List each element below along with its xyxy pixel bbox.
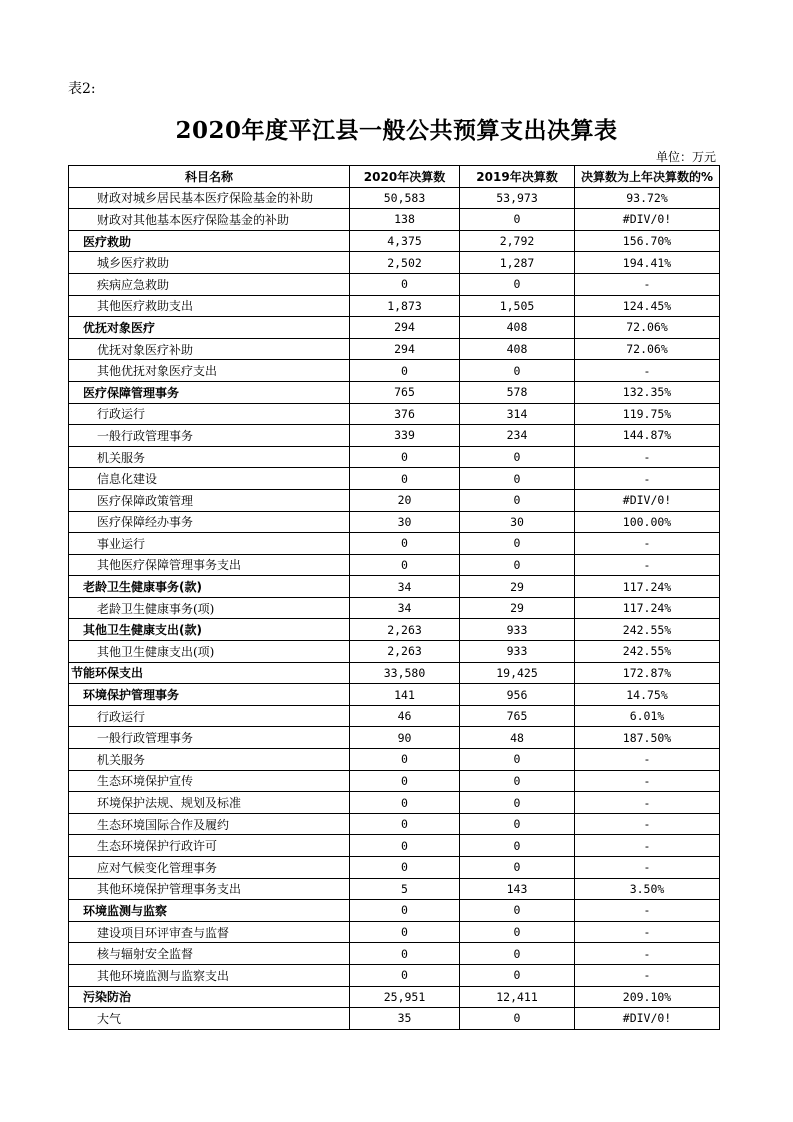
subject-name-cell: 一般行政管理事务 bbox=[69, 727, 350, 749]
page-title: 2020年度平江县一般公共预算支出决算表 bbox=[175, 117, 618, 144]
subject-name-cell: 其他医疗保障管理事务支出 bbox=[69, 554, 350, 576]
value-2020-cell: 0 bbox=[350, 857, 460, 879]
table-row bbox=[69, 273, 720, 295]
value-2020-cell: 0 bbox=[350, 921, 460, 943]
value-2019-cell: 314 bbox=[460, 403, 575, 425]
value-2019-cell: 933 bbox=[460, 619, 575, 641]
table-row bbox=[69, 533, 720, 555]
table-row bbox=[69, 641, 720, 663]
ratio-percent-cell: #DIV/0! bbox=[575, 489, 720, 511]
header-2020-final: 2020年决算数 bbox=[350, 166, 460, 188]
subject-name-cell: 疾病应急救助 bbox=[69, 273, 350, 295]
table-row bbox=[69, 295, 720, 317]
value-2019-cell: 408 bbox=[460, 317, 575, 339]
value-2019-cell: 0 bbox=[460, 964, 575, 986]
value-2020-cell: 5 bbox=[350, 878, 460, 900]
ratio-percent-cell: 117.24% bbox=[575, 576, 720, 598]
table-row bbox=[69, 468, 720, 490]
value-2019-cell: 0 bbox=[460, 489, 575, 511]
value-2020-cell: 30 bbox=[350, 511, 460, 533]
ratio-percent-cell: - bbox=[575, 533, 720, 555]
subject-name-cell: 医疗保障管理事务 bbox=[69, 381, 350, 403]
value-2020-cell: 0 bbox=[350, 554, 460, 576]
subject-name-cell: 环境监测与监察 bbox=[69, 900, 350, 922]
ratio-percent-cell: 3.50% bbox=[575, 878, 720, 900]
ratio-percent-cell: - bbox=[575, 446, 720, 468]
table-row bbox=[69, 252, 720, 274]
ratio-percent-cell: 242.55% bbox=[575, 641, 720, 663]
table-row bbox=[69, 381, 720, 403]
table-row bbox=[69, 576, 720, 598]
ratio-percent-cell: 6.01% bbox=[575, 705, 720, 727]
table-row bbox=[69, 900, 720, 922]
ratio-percent-cell: 242.55% bbox=[575, 619, 720, 641]
value-2019-cell: 0 bbox=[460, 273, 575, 295]
ratio-percent-cell: 93.72% bbox=[575, 187, 720, 209]
value-2019-cell: 0 bbox=[460, 770, 575, 792]
ratio-percent-cell: - bbox=[575, 554, 720, 576]
ratio-percent-cell: 72.06% bbox=[575, 338, 720, 360]
subject-name-cell: 医疗保障政策管理 bbox=[69, 489, 350, 511]
ratio-percent-cell: 119.75% bbox=[575, 403, 720, 425]
value-2020-cell: 141 bbox=[350, 684, 460, 706]
value-2020-cell: 0 bbox=[350, 900, 460, 922]
table-row bbox=[69, 1008, 720, 1030]
table-row bbox=[69, 403, 720, 425]
table-row bbox=[69, 921, 720, 943]
value-2020-cell: 25,951 bbox=[350, 986, 460, 1008]
value-2019-cell: 0 bbox=[460, 533, 575, 555]
value-2019-cell: 0 bbox=[460, 468, 575, 490]
value-2019-cell: 53,973 bbox=[460, 187, 575, 209]
value-2020-cell: 1,873 bbox=[350, 295, 460, 317]
subject-name-cell: 生态环境保护行政许可 bbox=[69, 835, 350, 857]
value-2020-cell: 2,263 bbox=[350, 641, 460, 663]
subject-name-cell: 建设项目环评审查与监督 bbox=[69, 921, 350, 943]
value-2020-cell: 0 bbox=[350, 813, 460, 835]
table-row bbox=[69, 489, 720, 511]
ratio-percent-cell: - bbox=[575, 468, 720, 490]
ratio-percent-cell: 172.87% bbox=[575, 662, 720, 684]
value-2019-cell: 29 bbox=[460, 597, 575, 619]
table-row bbox=[69, 187, 720, 209]
sheet-label: 表2: bbox=[68, 81, 96, 97]
value-2019-cell: 234 bbox=[460, 425, 575, 447]
table-row bbox=[69, 230, 720, 252]
ratio-percent-cell: - bbox=[575, 835, 720, 857]
value-2020-cell: 34 bbox=[350, 576, 460, 598]
header-2019-final: 2019年决算数 bbox=[460, 166, 575, 188]
table-row bbox=[69, 792, 720, 814]
value-2019-cell: 578 bbox=[460, 381, 575, 403]
subject-name-cell: 信息化建设 bbox=[69, 468, 350, 490]
table-row bbox=[69, 749, 720, 771]
ratio-percent-cell: - bbox=[575, 921, 720, 943]
subject-name-cell: 行政运行 bbox=[69, 403, 350, 425]
subject-name-cell: 老龄卫生健康事务(项) bbox=[69, 597, 350, 619]
ratio-percent-cell: 14.75% bbox=[575, 684, 720, 706]
subject-name-cell: 其他环境监测与监察支出 bbox=[69, 964, 350, 986]
subject-name-cell: 其他医疗救助支出 bbox=[69, 295, 350, 317]
ratio-percent-cell: 194.41% bbox=[575, 252, 720, 274]
value-2019-cell: 1,505 bbox=[460, 295, 575, 317]
table-row bbox=[69, 554, 720, 576]
subject-name-cell: 大气 bbox=[69, 1008, 350, 1030]
subject-name-cell: 生态环境保护宣传 bbox=[69, 770, 350, 792]
unit-label: 单位：万元 bbox=[655, 150, 716, 164]
ratio-percent-cell: - bbox=[575, 749, 720, 771]
subject-name-cell: 环境保护法规、规划及标准 bbox=[69, 792, 350, 814]
value-2020-cell: 0 bbox=[350, 964, 460, 986]
table-row bbox=[69, 813, 720, 835]
ratio-percent-cell: #DIV/0! bbox=[575, 209, 720, 231]
ratio-percent-cell: #DIV/0! bbox=[575, 1008, 720, 1030]
value-2019-cell: 0 bbox=[460, 857, 575, 879]
table-row bbox=[69, 338, 720, 360]
value-2020-cell: 35 bbox=[350, 1008, 460, 1030]
table-row bbox=[69, 317, 720, 339]
value-2019-cell: 48 bbox=[460, 727, 575, 749]
value-2020-cell: 0 bbox=[350, 468, 460, 490]
value-2019-cell: 2,792 bbox=[460, 230, 575, 252]
subject-name-cell: 一般行政管理事务 bbox=[69, 425, 350, 447]
value-2019-cell: 143 bbox=[460, 878, 575, 900]
table-header-row bbox=[69, 166, 720, 188]
value-2020-cell: 339 bbox=[350, 425, 460, 447]
table-row bbox=[69, 878, 720, 900]
header-subject-name: 科目名称 bbox=[69, 166, 350, 188]
table-row bbox=[69, 425, 720, 447]
ratio-percent-cell: 124.45% bbox=[575, 295, 720, 317]
value-2019-cell: 0 bbox=[460, 813, 575, 835]
table-row bbox=[69, 770, 720, 792]
budget-table bbox=[68, 165, 720, 1030]
ratio-percent-cell: - bbox=[575, 964, 720, 986]
value-2020-cell: 90 bbox=[350, 727, 460, 749]
table-row bbox=[69, 209, 720, 231]
subject-name-cell: 医疗救助 bbox=[69, 230, 350, 252]
ratio-percent-cell: - bbox=[575, 792, 720, 814]
subject-name-cell: 其他卫生健康支出(款) bbox=[69, 619, 350, 641]
value-2019-cell: 12,411 bbox=[460, 986, 575, 1008]
header-ratio-percent: 决算数为上年决算数的% bbox=[575, 166, 720, 188]
table-row bbox=[69, 986, 720, 1008]
ratio-percent-cell: 156.70% bbox=[575, 230, 720, 252]
value-2019-cell: 0 bbox=[460, 209, 575, 231]
table-row bbox=[69, 446, 720, 468]
subject-name-cell: 节能环保支出 bbox=[69, 662, 350, 684]
value-2020-cell: 50,583 bbox=[350, 187, 460, 209]
subject-name-cell: 医疗保障经办事务 bbox=[69, 511, 350, 533]
subject-name-cell: 机关服务 bbox=[69, 749, 350, 771]
value-2020-cell: 138 bbox=[350, 209, 460, 231]
ratio-percent-cell: - bbox=[575, 900, 720, 922]
value-2019-cell: 19,425 bbox=[460, 662, 575, 684]
value-2020-cell: 20 bbox=[350, 489, 460, 511]
value-2020-cell: 294 bbox=[350, 338, 460, 360]
value-2019-cell: 0 bbox=[460, 446, 575, 468]
subject-name-cell: 财政对其他基本医疗保险基金的补助 bbox=[69, 209, 350, 231]
subject-name-cell: 行政运行 bbox=[69, 705, 350, 727]
subject-name-cell: 城乡医疗救助 bbox=[69, 252, 350, 274]
value-2019-cell: 1,287 bbox=[460, 252, 575, 274]
ratio-percent-cell: 117.24% bbox=[575, 597, 720, 619]
value-2019-cell: 0 bbox=[460, 943, 575, 965]
ratio-percent-cell: 144.87% bbox=[575, 425, 720, 447]
value-2020-cell: 0 bbox=[350, 446, 460, 468]
value-2019-cell: 933 bbox=[460, 641, 575, 663]
ratio-percent-cell: - bbox=[575, 813, 720, 835]
subject-name-cell: 环境保护管理事务 bbox=[69, 684, 350, 706]
value-2019-cell: 29 bbox=[460, 576, 575, 598]
subject-name-cell: 优抚对象医疗 bbox=[69, 317, 350, 339]
value-2019-cell: 408 bbox=[460, 338, 575, 360]
subject-name-cell: 核与辐射安全监督 bbox=[69, 943, 350, 965]
value-2019-cell: 0 bbox=[460, 792, 575, 814]
subject-name-cell: 优抚对象医疗补助 bbox=[69, 338, 350, 360]
table-row bbox=[69, 705, 720, 727]
table-row bbox=[69, 619, 720, 641]
table-row bbox=[69, 360, 720, 382]
value-2019-cell: 30 bbox=[460, 511, 575, 533]
value-2020-cell: 0 bbox=[350, 943, 460, 965]
value-2020-cell: 2,502 bbox=[350, 252, 460, 274]
ratio-percent-cell: 187.50% bbox=[575, 727, 720, 749]
value-2020-cell: 0 bbox=[350, 533, 460, 555]
value-2020-cell: 0 bbox=[350, 273, 460, 295]
table-row bbox=[69, 662, 720, 684]
value-2020-cell: 0 bbox=[350, 792, 460, 814]
value-2020-cell: 376 bbox=[350, 403, 460, 425]
table-body bbox=[69, 187, 720, 1029]
table-row bbox=[69, 597, 720, 619]
table-row bbox=[69, 857, 720, 879]
value-2020-cell: 0 bbox=[350, 360, 460, 382]
value-2019-cell: 0 bbox=[460, 921, 575, 943]
ratio-percent-cell: 132.35% bbox=[575, 381, 720, 403]
subject-name-cell: 其他优抚对象医疗支出 bbox=[69, 360, 350, 382]
table-row bbox=[69, 943, 720, 965]
value-2020-cell: 765 bbox=[350, 381, 460, 403]
value-2020-cell: 0 bbox=[350, 749, 460, 771]
value-2019-cell: 0 bbox=[460, 1008, 575, 1030]
value-2020-cell: 294 bbox=[350, 317, 460, 339]
subject-name-cell: 老龄卫生健康事务(款) bbox=[69, 576, 350, 598]
value-2020-cell: 46 bbox=[350, 705, 460, 727]
subject-name-cell: 其他环境保护管理事务支出 bbox=[69, 878, 350, 900]
subject-name-cell: 其他卫生健康支出(项) bbox=[69, 641, 350, 663]
value-2020-cell: 0 bbox=[350, 770, 460, 792]
value-2019-cell: 0 bbox=[460, 900, 575, 922]
value-2019-cell: 0 bbox=[460, 835, 575, 857]
subject-name-cell: 应对气候变化管理事务 bbox=[69, 857, 350, 879]
table-row bbox=[69, 511, 720, 533]
subject-name-cell: 财政对城乡居民基本医疗保险基金的补助 bbox=[69, 187, 350, 209]
value-2020-cell: 33,580 bbox=[350, 662, 460, 684]
value-2019-cell: 956 bbox=[460, 684, 575, 706]
ratio-percent-cell: 72.06% bbox=[575, 317, 720, 339]
subject-name-cell: 事业运行 bbox=[69, 533, 350, 555]
value-2020-cell: 2,263 bbox=[350, 619, 460, 641]
value-2020-cell: 0 bbox=[350, 835, 460, 857]
value-2020-cell: 34 bbox=[350, 597, 460, 619]
ratio-percent-cell: - bbox=[575, 857, 720, 879]
ratio-percent-cell: 100.00% bbox=[575, 511, 720, 533]
subject-name-cell: 机关服务 bbox=[69, 446, 350, 468]
value-2020-cell: 4,375 bbox=[350, 230, 460, 252]
value-2019-cell: 0 bbox=[460, 749, 575, 771]
subject-name-cell: 生态环境国际合作及履约 bbox=[69, 813, 350, 835]
ratio-percent-cell: - bbox=[575, 273, 720, 295]
ratio-percent-cell: - bbox=[575, 360, 720, 382]
value-2019-cell: 765 bbox=[460, 705, 575, 727]
table-row bbox=[69, 964, 720, 986]
table-row bbox=[69, 684, 720, 706]
ratio-percent-cell: - bbox=[575, 770, 720, 792]
table-row bbox=[69, 727, 720, 749]
table-row bbox=[69, 835, 720, 857]
value-2019-cell: 0 bbox=[460, 360, 575, 382]
ratio-percent-cell: 209.10% bbox=[575, 986, 720, 1008]
value-2019-cell: 0 bbox=[460, 554, 575, 576]
ratio-percent-cell: - bbox=[575, 943, 720, 965]
subject-name-cell: 污染防治 bbox=[69, 986, 350, 1008]
